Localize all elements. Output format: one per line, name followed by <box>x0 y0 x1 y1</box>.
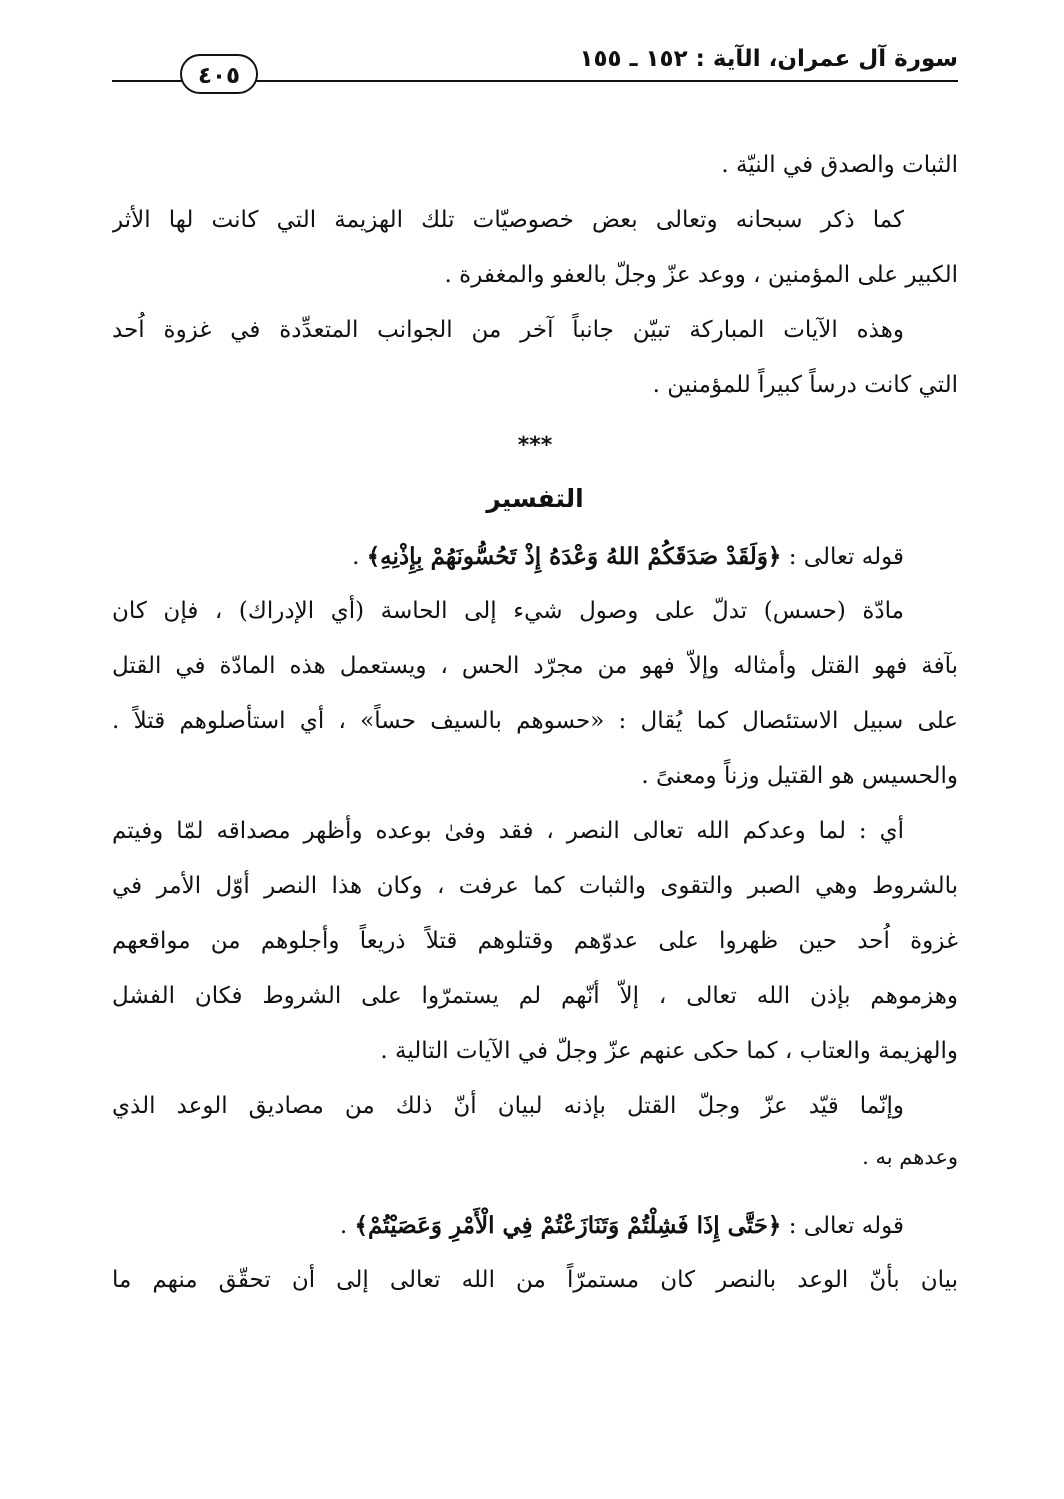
verse-end: . <box>352 544 367 570</box>
text-line: وإنّما قيّد عزّ وجلّ القتل بإذنه لبيان أنّ ذلك من مصاديق الوعد الذي <box>112 1093 904 1119</box>
text-line: بيان بأنّ الوعد بالنصر كان مستمرّاً من الله تعالى إلى أن تحقّق منهم ما <box>112 1267 958 1293</box>
quran-verse: ﴿حَتَّى إِذَا فَشِلْتُمْ وَتَنَازَعْتُمْ فِي الْأَمْرِ وَعَصَيْتُمْ﴾ <box>354 1212 782 1239</box>
section-title: التفسير <box>486 484 584 513</box>
text-line: والحسيس هو القتيل وزناً ومعنىً . <box>641 763 958 789</box>
spacer <box>112 1180 958 1198</box>
section-separator: *** <box>517 433 553 458</box>
text-line: أي : لما وعدكم الله تعالى النصر ، فقد وفىٰ بوعده وأظهر مصداقه لمّا وفيتم <box>112 818 904 844</box>
text-line: وعدهم به . <box>862 1145 958 1169</box>
text-line: مادّة (حسس) تدلّ على وصول شيء إلى الحاسة (أي الإدراك) ، فإن كان <box>112 598 904 624</box>
text-line: والهزيمة والعتاب ، كما حكى عنهم عزّ وجلّ في الآيات التالية . <box>380 1038 958 1064</box>
text-line: كما ذكر سبحانه وتعالى بعض خصوصيّات تلك الهزيمة التي كانت لها الأثر <box>112 207 904 233</box>
verse-intro: قوله تعالى : <box>781 544 904 570</box>
verse-line <box>112 529 958 584</box>
text-line: بآفة فهو القتل وأمثاله وإلاّ فهو من مجرّد الحس ، ويستعمل هذه المادّة في القتل <box>112 653 958 679</box>
quran-verse: ﴿وَلَقَدْ صَدَقَكُمْ اللهُ وَعْدَهُ إِذْ تَحُسُّونَهُمْ بِإِذْنِهِ﴾ <box>366 543 782 570</box>
text-line: الكبير على المؤمنين ، ووعد عزّ وجلّ بالعفو والمغفرة . <box>444 262 958 288</box>
text-line: غزوة اُحد حين ظهروا على عدوّهم وقتلوهم قتلاً ذريعاً وأجلوهم من مواقعهم <box>112 928 958 954</box>
text-line: الثبات والصدق في النيّة . <box>721 152 958 178</box>
verse-end: . <box>339 1213 355 1239</box>
page-body <box>112 138 958 1308</box>
verse-intro: قوله تعالى : <box>781 1213 904 1239</box>
page-header <box>112 40 958 92</box>
text-line: بالشروط وهي الصبر والتقوى والثبات كما عرفت ، وكان هذا النصر أوّل الأمر في <box>112 873 958 899</box>
page-number: ٤٠٥ <box>180 54 258 94</box>
text-line: على سبيل الاستئصال كما يُقال : «حسوهم بالسيف حساً» ، أي استأصلوهم قتلاً . <box>112 708 958 734</box>
running-title: سورة آل عمران، الآية : ١٥٢ ـ ١٥٥ <box>579 46 958 72</box>
text-line: وهذه الآيات المباركة تبيّن جانباً آخر من الجوانب المتعدِّدة في غزوة اُحد <box>112 317 904 343</box>
text-line: التي كانت درساً كبيراً للمؤمنين . <box>652 372 958 398</box>
text-line: وهزموهم بإذن الله تعالى ، إلاّ أنّهم لم يستمرّوا على الشروط فكان الفشل <box>112 983 958 1009</box>
verse-line <box>112 1198 958 1253</box>
